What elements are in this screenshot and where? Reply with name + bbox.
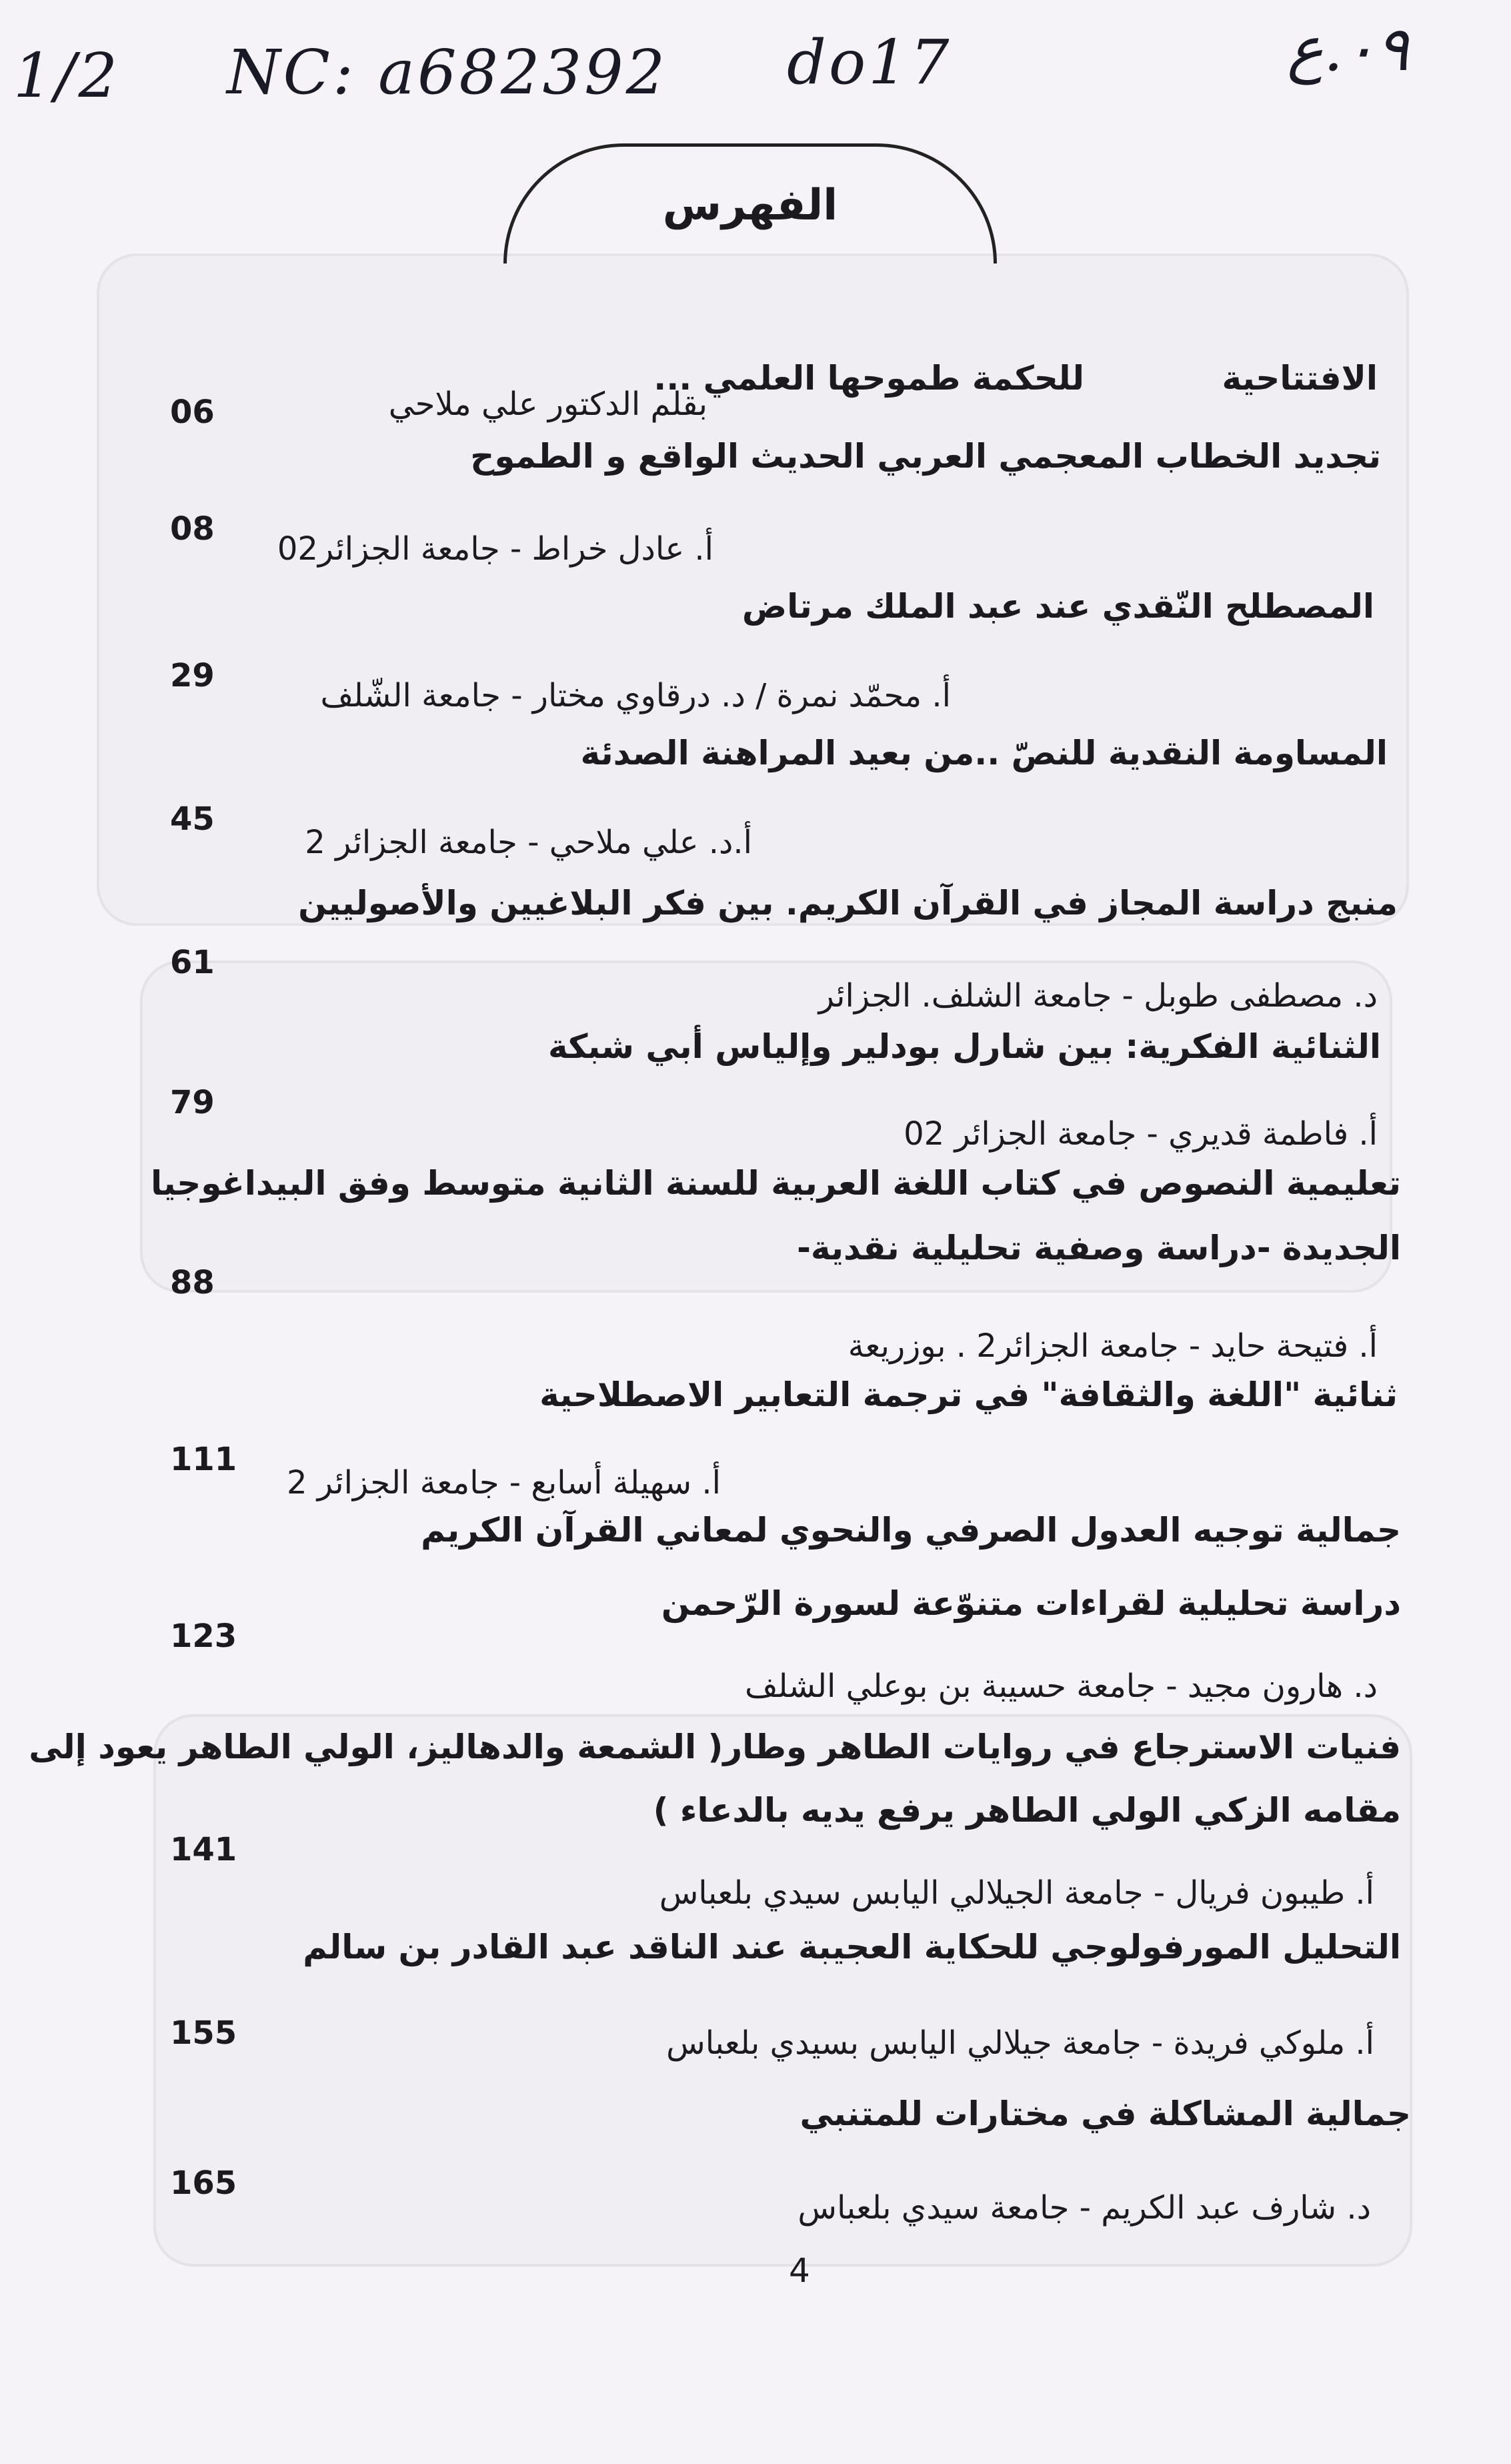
toc-entry-title-cont: الجديدة -دراسة وصفية تحليلية نقدية- [797, 1229, 1401, 1267]
page-number: 4 [789, 2251, 810, 2290]
toc-entry-author: أ. طيبون فريال - جامعة الجيلالي اليابس سيدي بلعباس [659, 1874, 1374, 1912]
toc-entry-title: التحليل المورفولوجي للحكاية العجيبة عند الناقد عبد القادر بن سالم [303, 1928, 1401, 1966]
page-ref: 88 [170, 1264, 215, 1301]
toc-entry-title-cont: مقامه الزكي الولي الطاهر يرفع يديه بالدعاء ) [653, 1791, 1401, 1830]
opening-label: الافتتاحية [1222, 359, 1378, 398]
toc-entry-author: أ. عادل خراط - جامعة الجزائر02 [277, 530, 713, 568]
toc-entry-title-cont: دراسة تحليلية لقراءات متنوّعة لسورة الرّحمن [661, 1584, 1401, 1623]
toc-entry-author: د. هارون مجيد - جامعة حسيبة بن بوعلي الشلف [745, 1668, 1378, 1705]
toc-entry-author: أ. ملوكي فريدة - جامعة جيلالي اليابس بسيدي بلعباس [666, 2024, 1374, 2062]
page-ref: 29 [170, 657, 215, 694]
toc-entry-author: أ. سهيلة أسابع - جامعة الجزائر 2 [286, 1464, 721, 1501]
page-ref: 111 [170, 1441, 237, 1478]
toc-entry-author: أ. فتيحة حايد - جامعة الجزائر2 . بوزريعة [848, 1327, 1378, 1365]
page-ref: 79 [170, 1084, 215, 1121]
toc-entry-author: أ. فاطمة قديري - جامعة الجزائر 02 [904, 1115, 1378, 1153]
toc-entry-author: د. مصطفى طوبل - جامعة الشلف. الجزائر [818, 977, 1378, 1015]
toc-entry-title: المصطلح النّقدي عند عبد الملك مرتاض [741, 587, 1374, 626]
toc-entry-title: الثنائية الفكرية: بين شارل بودلير وإلياس أبي شبكة [547, 1027, 1381, 1066]
opening-title: للحكمة طموحها العلمي ... [653, 359, 1084, 398]
page-ref: 08 [170, 510, 215, 548]
page-ref: 06 [170, 394, 215, 431]
page-ref: 141 [170, 1831, 237, 1868]
page-title: الفهرس [503, 143, 997, 263]
toc-entry-title: فنيات الاسترجاع في روايات الطاهر وطار( الشمعة والدهاليز، الولي الطاهر يعود إلى [29, 1728, 1401, 1766]
toc-entry-title: تعليمية النصوص في كتاب اللغة العربية للسنة الثانية متوسط وفق البيداغوجيا [151, 1164, 1401, 1203]
handwritten-note-middle: do17 [787, 27, 952, 98]
handwritten-catalog-number: NC: a682392 [227, 37, 668, 108]
toc-entry-title: جمالية توجيه العدول الصرفي والنحوي لمعاني القرآن الكريم [421, 1511, 1401, 1550]
toc-entry-title: منبج دراسة المجاز في القرآن الكريم. بين فكر البلاغيين والأصوليين [298, 884, 1398, 922]
toc-entry-author: د. شارف عبد الكريم - جامعة سيدي بلعباس [798, 2189, 1371, 2227]
page-ref: 165 [170, 2165, 237, 2202]
toc-entry-title: ثنائية "اللغة والثقافة" في ترجمة التعابير الاصطلاحية [539, 1375, 1398, 1414]
page-ref: 123 [170, 1618, 237, 1655]
toc-entry-author: أ. محمّد نمرة / د. درقاوي مختار - جامعة الشّلف [320, 677, 951, 714]
toc-entry-title: جمالية المشاكلة في مختارات للمتنبي [800, 2094, 1411, 2133]
toc-entry-title: تجديد الخطاب المعجمي العربي الحديث الواقع و الطموح [470, 437, 1381, 476]
toc-entry-author: أ.د. علي ملاحي - جامعة الجزائر 2 [305, 824, 752, 861]
handwritten-note-right: ٠٩.ع [1287, 13, 1409, 85]
handwritten-note-left: 1/2 [13, 40, 121, 111]
toc-entry-title: المساومة النقدية للنصّ ..من بعيد المراهنة الصدئة [580, 734, 1388, 772]
opening-author: بقلم الدكتور علي ملاحي [388, 386, 707, 423]
page-ref: 155 [170, 2014, 237, 2052]
page-ref: 45 [170, 800, 215, 838]
page-ref: 61 [170, 944, 215, 981]
